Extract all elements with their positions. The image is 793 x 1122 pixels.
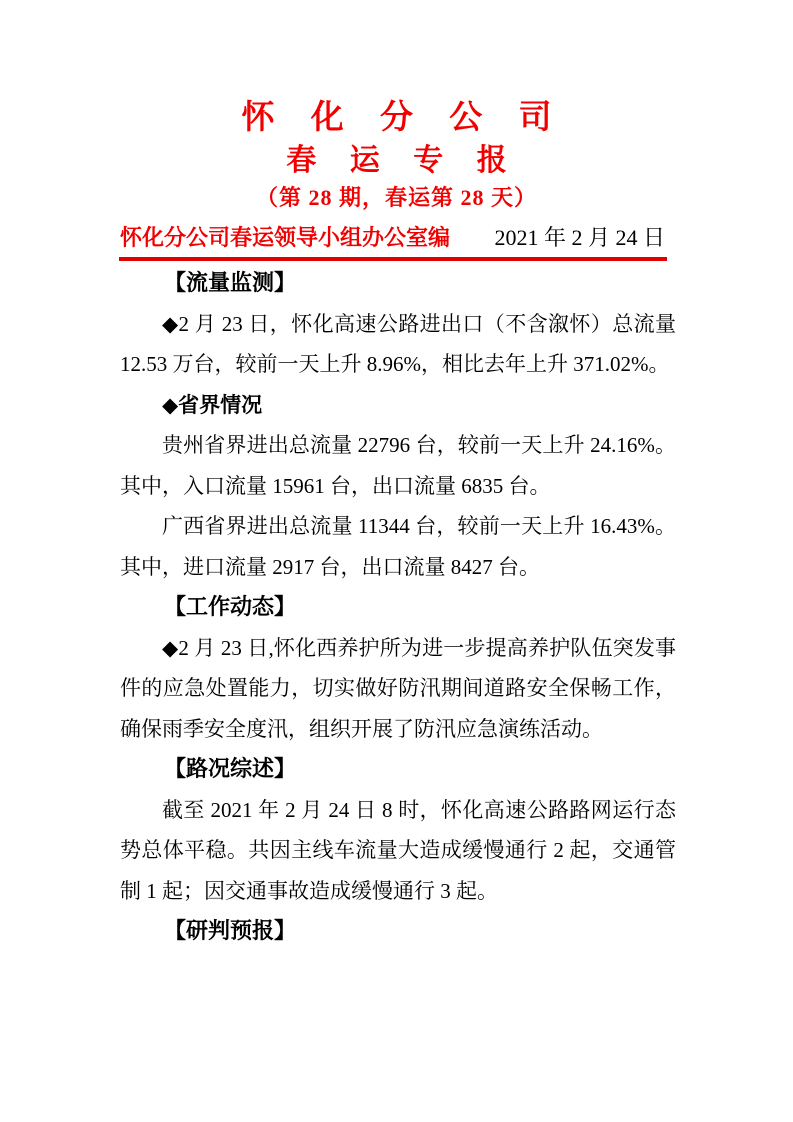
masthead-divider-rule [119, 257, 667, 261]
company-title: 怀 化 分 公 司 [241, 100, 566, 136]
editor-date-row [120, 223, 665, 253]
paragraph-road-network-status: 截至 2021 年 2 月 24 日 8 时，怀化高速公路路网运行态势总体平稳。共因主线车流量大造成缓慢通行 2 起，交通管制 1 起；因交通事故造成缓慢通行 3 起。 [120, 797, 676, 903]
sub-heading-provincial-border: ◆省界情况 [162, 392, 263, 417]
paragraph-guangxi-border: 广西省界进出总流量 11344 台，较前一天上升 16.43%。其中，进口流量 2917 台，出口流量 8427 台。 [120, 514, 676, 579]
section-heading-traffic-monitoring: 【流量监测】 [164, 270, 297, 295]
paragraph-traffic-total: ◆2 月 23 日，怀化高速公路进出口（不含溆怀）总流量 12.53 万台，较前一天上升 8.96%，相比去年上升 371.02%。 [120, 311, 676, 376]
paragraph-guizhou-border: 贵州省界进出总流量 22796 台，较前一天上升 24.16%。其中，入口流量 15961 台，出口流量 6835 台。 [120, 433, 676, 498]
section-heading-forecast: 【研判预报】 [164, 918, 297, 943]
section-heading-work-updates: 【工作动态】 [164, 594, 297, 619]
paragraph-emergency-drill: ◆2 月 23 日,怀化西养护所为进一步提高养护队伍突发事件的应急处置能力，切实做好防汛期间道路安全保畅工作，确保雨季安全度汛，组织开展了防汛应急演练活动。 [120, 635, 676, 741]
editor-line: 怀化分公司春运领导小组办公室编 [120, 225, 451, 250]
date-line: 2021 年 2 月 24 日 [494, 225, 665, 250]
issue-info: （第 28 期，春运第 28 天） [255, 185, 537, 210]
document-body [120, 263, 676, 952]
section-heading-road-conditions: 【路况综述】 [164, 756, 297, 781]
masthead [0, 0, 793, 211]
report-title: 春 运 专 报 [286, 144, 520, 177]
